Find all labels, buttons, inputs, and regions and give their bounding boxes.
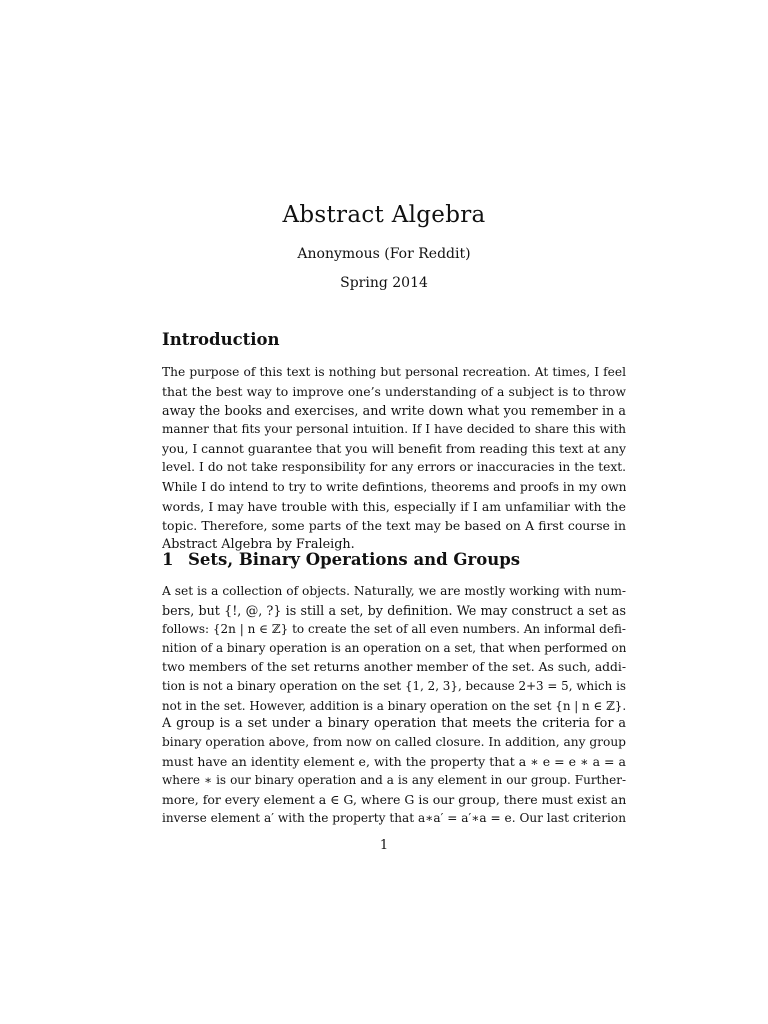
paragraph-line: bers, but {!, @, ?} is still a set, by definition. We may construct a set as [162, 603, 626, 619]
paragraph-line: manner that fits your personal intuition. If I have decided to share this with [162, 422, 626, 437]
paragraph-line: nition of a binary operation is an operation on a set, that when performed on [162, 641, 626, 656]
document-author: Anonymous (For Reddit) [297, 246, 471, 262]
paragraph-line: away the books and exercises, and write down what you remember in a [162, 403, 626, 419]
section-1-heading [162, 550, 520, 569]
section-title: Sets, Binary Operations and Groups [188, 550, 521, 569]
paragraph-line: where ∗ is our binary operation and a is any element in our group. Further- [162, 773, 626, 788]
paragraph-line: While I do intend to try to write defintions, theorems and proofs in my own [162, 479, 626, 494]
section-number: 1 [162, 550, 174, 569]
paragraph-line: topic. Therefore, some parts of the text may be based on A first course in [162, 517, 626, 533]
paragraph-line: The purpose of this text is nothing but personal recreation. At times, I feel [162, 365, 626, 379]
section-1-paragraph-1 [162, 582, 626, 716]
document-date: Spring 2014 [340, 275, 428, 291]
paragraph-line: A set is a collection of objects. Naturally, we are mostly working with num- [162, 584, 626, 598]
paragraph-line: words, I may have trouble with this, especially if I am unfamiliar with the [162, 498, 626, 514]
paragraph-line: inverse element a′ with the property that a∗a′ = a′∗a = e. Our last criterion [162, 811, 626, 826]
paragraph-line: binary operation above, from now on called closure. In addition, any group [162, 735, 626, 750]
paragraph-line: must have an identity element e, with the property that a ∗ e = e ∗ a = a [162, 754, 626, 770]
introduction-paragraph [162, 363, 626, 554]
section-1-paragraph-2 [162, 714, 626, 829]
paragraph-line: tion is not a binary operation on the set {1, 2, 3}, because 2+3 = 5, which is [162, 679, 626, 694]
paragraph-line: A group is a set under a binary operation that meets the criteria for a [162, 716, 626, 731]
paragraph-line: more, for every element a ∈ G, where G is our group, there must exist an [162, 792, 626, 808]
paragraph-line: that the best way to improve one’s understanding of a subject is to throw [162, 384, 626, 400]
paragraph-line: Abstract Algebra by Fraleigh. [162, 536, 355, 552]
introduction-heading: Introduction [162, 330, 280, 349]
paragraph-line: level. I do not take responsibility for any errors or inaccuracies in the text. [162, 460, 626, 475]
document-title: Abstract Algebra [282, 202, 486, 228]
paragraph-line: two members of the set returns another member of the set. As such, addi- [162, 660, 626, 675]
page-number: 1 [379, 838, 389, 853]
paragraph-line: you, I cannot guarantee that you will benefit from reading this text at any [162, 441, 626, 457]
paragraph-line: not in the set. However, addition is a binary operation on the set {n | n ∈ ℤ}. [162, 698, 626, 713]
paragraph-line: follows: {2n | n ∈ ℤ} to create the set of all even numbers. An informal defi- [162, 622, 626, 637]
